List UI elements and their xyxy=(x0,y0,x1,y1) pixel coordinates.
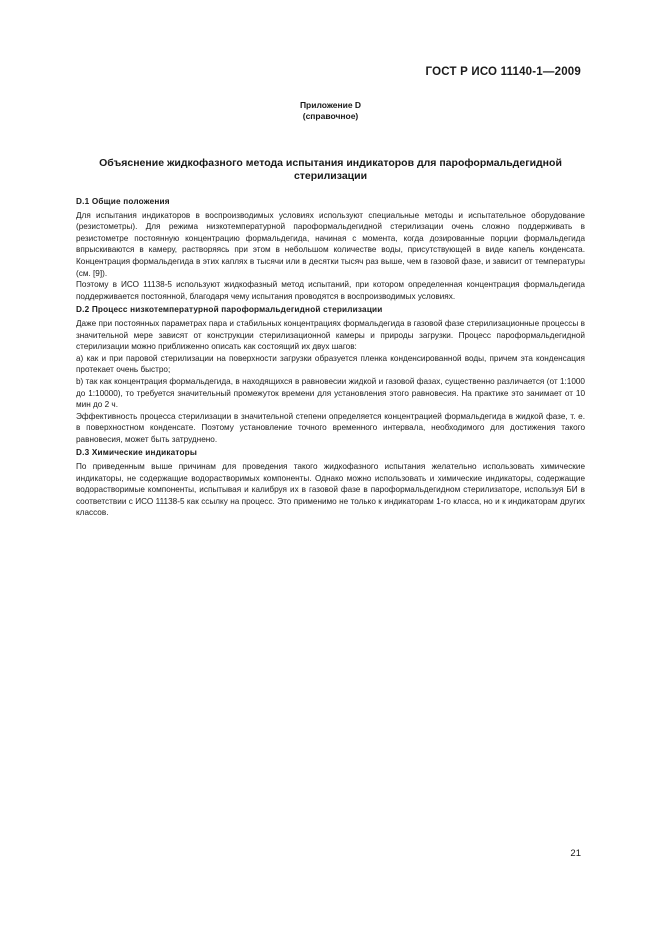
section-d1 xyxy=(76,196,585,302)
paragraph: Для испытания индикаторов в воспроизводимых условиях используют специальные методы и испытательное оборудование (резистометры). Для режима низкотемпературной пароформальдегидной стерилизации очень сложно поддерживать в резистометре постоянную концентрацию формальдегида, начиная с момента, когда дозированные порции формальдегида впрыскиваются в камеру, растворяясь при этом в небольшом количестве воды, присутствующей в виде капель конденсата. Концентрация формальдегида в этих каплях в тысячи или в десятки тысяч раз выше, чем в газовой фазе, и зависит от температуры (см. [9]). xyxy=(76,210,585,278)
paragraph: Эффективность процесса стерилизации в значительной степени определяется концентрацией формальдегида в жидкой фазе, т. е. в поверхностном конденсате. Поэтому установление точного временного интервала, необходимого для достижения такого равновесия, может быть затруднено. xyxy=(76,411,585,444)
page-number: 21 xyxy=(570,848,581,859)
section-heading: D.2 Процесс низкотемпературной пароформальдегидной стерилизации xyxy=(76,305,383,315)
section-heading: D.1 Общие положения xyxy=(76,197,170,206)
document-body xyxy=(76,196,585,519)
document-id: ГОСТ Р ИСО 11140-1—2009 xyxy=(425,66,581,78)
section-heading: D.3 Химические индикаторы xyxy=(76,448,198,458)
annex-type: (справочное) xyxy=(302,111,359,121)
list-item-a: a) как и при паровой стерилизации на поверхности загрузки образуется пленка конденсированной воды, причем эта конденсация протекает очень быстро; xyxy=(76,353,585,375)
section-d3 xyxy=(76,447,585,519)
paragraph: По приведенным выше причинам для проведения такого жидкофазного испытания желательно использовать химические индикаторы, не содержащие водорастворимых компоненты. Однако можно использовать и химические индикаторы, содержащие водорастворимые компоненты, испытывая и калибруя их в газовой фазе в пароформальдегидном стерилизаторе, используя БИ в соответствии с ИСО 11138-5 как ссылку на процесс. Это применимо не только к индикаторам 1-го класса, но и к индикаторам других классов. xyxy=(76,462,585,518)
section-d2 xyxy=(76,304,585,445)
annex-title: Объяснение жидкофазного метода испытания индикаторов для пароформальдегидной стерилизации xyxy=(99,157,562,182)
annex-heading xyxy=(0,100,661,122)
annex-label: Приложение D xyxy=(299,100,362,110)
paragraph: Поэтому в ИСО 11138-5 используют жидкофазный метод испытаний, при котором определенная концентрация формальдегида поддерживается постоянной, благодаря чему испытания проводятся в воспроизводимых условиях. xyxy=(76,280,585,301)
list-item-b: b) так как концентрация формальдегида, в находящихся в равновесии жидкой и газовой фазах, существенно различается (от 1:1000 до 1:10000), то требуется значительный промежуток времени для установления этого равновесия. На практике это занимает от 10 мин до 2 ч. xyxy=(76,376,585,410)
paragraph: Даже при постоянных параметрах пара и стабильных концентрациях формальдегида в газовой фазе стерилизационные процессы в значительной мере зависят от конструкции стерилизационной камеры и природы загрузки. Процесс пароформальдегидной стерилизации можно приближенно описать как состоящий их двух шагов: xyxy=(76,318,585,352)
